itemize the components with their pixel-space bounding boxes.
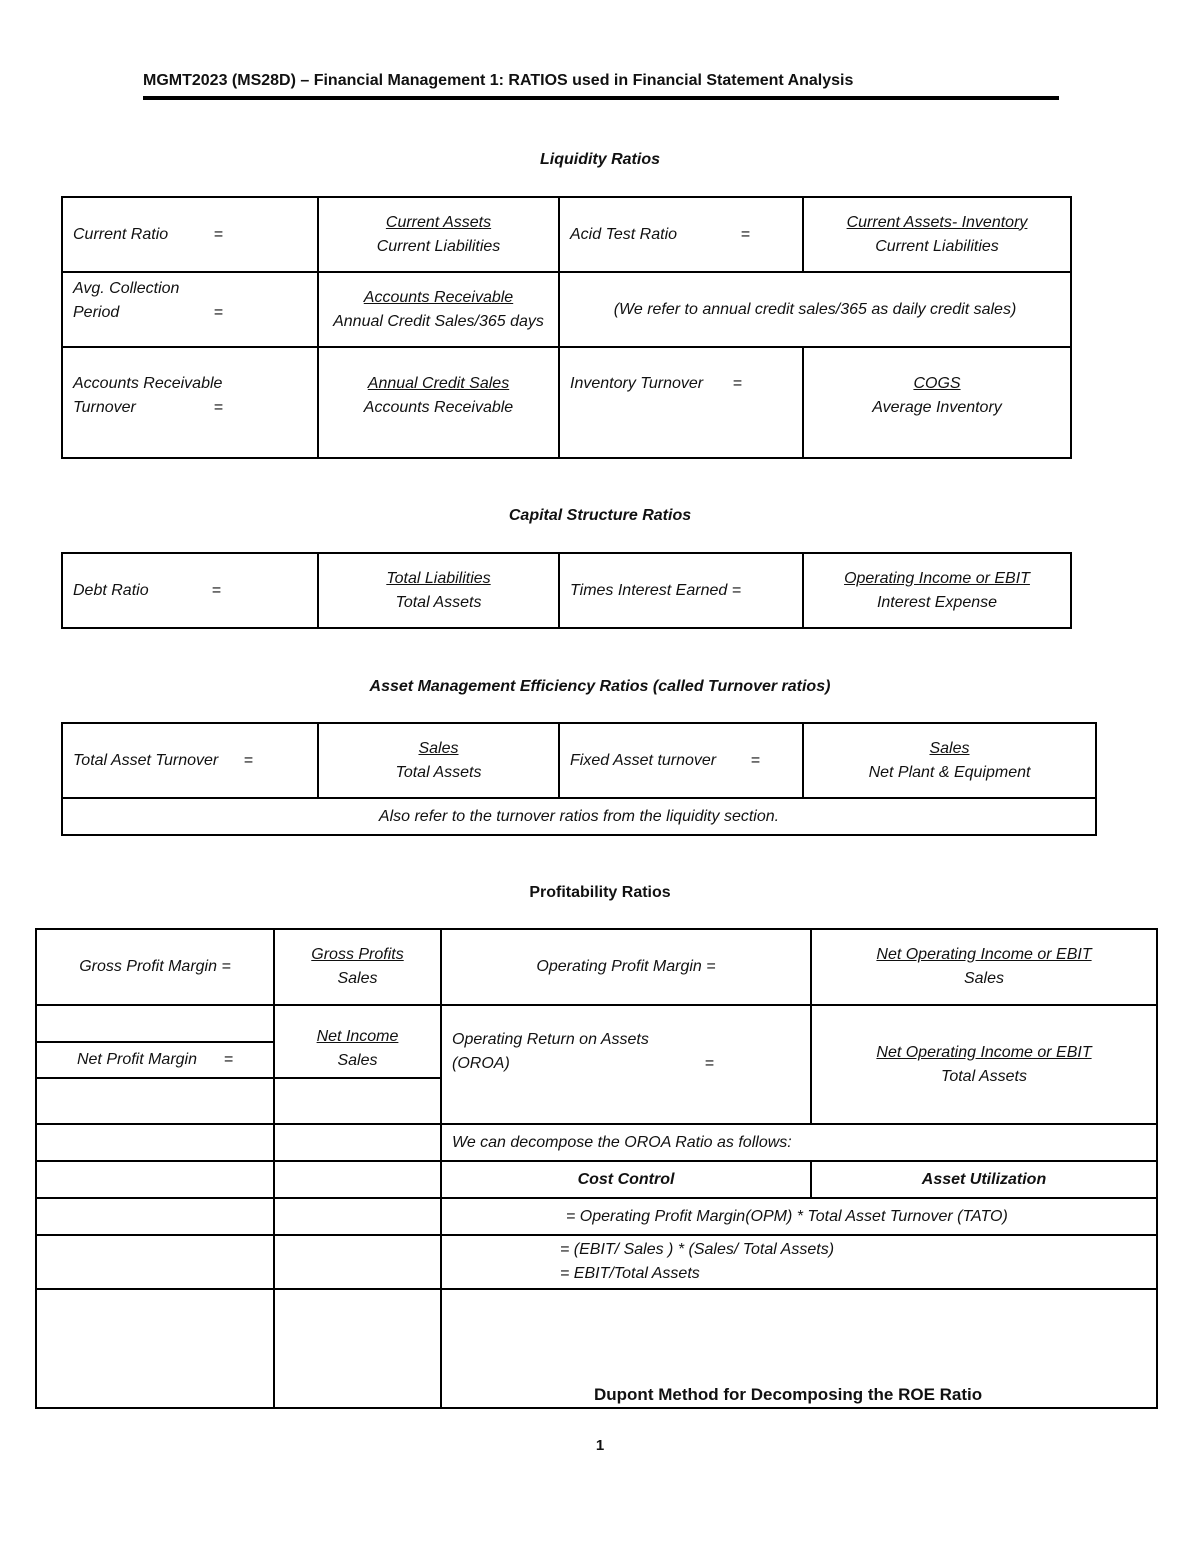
capital-structure-table bbox=[61, 552, 1072, 629]
ar-turnover-label-line1: Accounts Receivable bbox=[73, 375, 223, 392]
debt-ratio-label: Debt Ratio bbox=[73, 581, 149, 599]
oroa-label-line1: Operating Return on Assets bbox=[452, 1031, 649, 1048]
gpm-label: Gross Profit Margin bbox=[79, 958, 217, 975]
asset-management-table bbox=[61, 722, 1097, 836]
tato-denominator: Total Assets bbox=[395, 763, 482, 781]
asset-utilization-header: Asset Utilization bbox=[811, 1161, 1157, 1198]
avg-collection-label-line2: Period bbox=[73, 304, 120, 321]
fato-label-cell bbox=[559, 723, 803, 798]
dupont-cell bbox=[441, 1289, 1157, 1408]
acid-test-numerator: Current Assets- Inventory bbox=[846, 213, 1028, 231]
table-row bbox=[36, 929, 1157, 1005]
asset-management-note: Also refer to the turnover ratios from the liquidity section. bbox=[62, 798, 1096, 835]
current-ratio-numerator: Current Assets bbox=[385, 213, 492, 231]
header-divider bbox=[143, 96, 1059, 100]
table-row bbox=[62, 272, 1071, 347]
equals-sign: = bbox=[213, 225, 223, 243]
table-row bbox=[36, 1124, 1157, 1161]
npm-label-cell bbox=[36, 1042, 274, 1078]
current-ratio-denominator: Current Liabilities bbox=[376, 237, 501, 255]
empty-cell bbox=[36, 1161, 274, 1198]
opm-denominator: Sales bbox=[963, 970, 1005, 987]
avg-collection-denominator: Annual Credit Sales/365 days bbox=[333, 312, 544, 330]
equals-sign: = bbox=[704, 1055, 714, 1072]
tie-numerator: Operating Income or EBIT bbox=[844, 569, 1030, 587]
table-row bbox=[36, 1289, 1157, 1408]
table-row bbox=[36, 1005, 1157, 1042]
decompose-text: We can decompose the OROA Ratio as follows: bbox=[441, 1124, 1157, 1161]
oroa-numerator: Net Operating Income or EBIT bbox=[876, 1043, 1092, 1061]
avg-collection-label-line1: Avg. Collection bbox=[73, 280, 180, 297]
dupont-heading: Dupont Method for Decomposing the ROE Ratio bbox=[594, 1385, 983, 1404]
debt-ratio-formula bbox=[318, 553, 559, 628]
oroa-label-line2: (OROA) bbox=[452, 1055, 510, 1072]
inv-turnover-label-cell bbox=[559, 347, 803, 458]
cost-control-header: Cost Control bbox=[441, 1161, 811, 1198]
empty-cell bbox=[36, 1289, 274, 1408]
formula-opm-tato: = Operating Profit Margin(OPM) * Total Asset Turnover (TATO) bbox=[566, 1207, 1008, 1225]
oroa-denominator: Total Assets bbox=[941, 1067, 1027, 1085]
gpm-label-cell bbox=[36, 929, 274, 1005]
fato-label: Fixed Asset turnover bbox=[570, 751, 717, 769]
acid-test-denominator: Current Liabilities bbox=[875, 237, 999, 255]
acid-test-formula bbox=[803, 197, 1071, 272]
ar-turnover-numerator: Annual Credit Sales bbox=[367, 375, 510, 392]
inv-turnover-label: Inventory Turnover bbox=[570, 375, 704, 392]
debt-ratio-label-cell bbox=[62, 553, 318, 628]
table-row bbox=[36, 1235, 1157, 1289]
equals-sign: = bbox=[213, 304, 223, 321]
tato-label-cell bbox=[62, 723, 318, 798]
tato-numerator: Sales bbox=[418, 739, 459, 757]
npm-label: Net Profit Margin bbox=[76, 1051, 198, 1068]
npm-formula bbox=[274, 1005, 441, 1078]
empty-cell bbox=[36, 1005, 274, 1042]
empty-cell bbox=[274, 1124, 441, 1161]
liquidity-table bbox=[61, 196, 1072, 459]
inv-turnover-denominator: Average Inventory bbox=[872, 399, 1002, 416]
table-row bbox=[36, 1161, 1157, 1198]
opm-label-cell bbox=[441, 929, 811, 1005]
opm-formula bbox=[811, 929, 1157, 1005]
ar-turnover-formula bbox=[318, 347, 559, 458]
empty-cell bbox=[36, 1078, 274, 1124]
table-row bbox=[62, 723, 1096, 798]
profitability-title: Profitability Ratios bbox=[529, 884, 671, 901]
empty-cell bbox=[274, 1161, 441, 1198]
equals-sign: = bbox=[740, 225, 750, 243]
ar-turnover-label-line2: Turnover bbox=[73, 399, 136, 416]
gpm-denominator: Sales bbox=[337, 970, 378, 987]
table-row bbox=[62, 347, 1071, 458]
npm-numerator: Net Income bbox=[316, 1028, 399, 1045]
fato-formula bbox=[803, 723, 1096, 798]
equals-sign: = bbox=[243, 751, 253, 769]
oroa-expanded-formula bbox=[441, 1235, 1157, 1289]
empty-cell bbox=[274, 1289, 441, 1408]
profitability-table bbox=[35, 928, 1158, 1409]
oroa-decomposition-formula bbox=[441, 1198, 1157, 1235]
empty-cell bbox=[36, 1235, 274, 1289]
empty-cell bbox=[36, 1198, 274, 1235]
fato-denominator: Net Plant & Equipment bbox=[868, 763, 1031, 781]
empty-cell bbox=[36, 1124, 274, 1161]
formula-ebit-total-assets: = EBIT/Total Assets bbox=[560, 1265, 700, 1282]
capital-structure-title: Capital Structure Ratios bbox=[508, 507, 692, 524]
oroa-label-cell bbox=[441, 1005, 811, 1124]
acid-test-label: Acid Test Ratio bbox=[570, 225, 678, 243]
debt-ratio-numerator: Total Liabilities bbox=[386, 569, 491, 587]
table-row bbox=[62, 798, 1096, 835]
gpm-numerator: Gross Profits bbox=[311, 946, 404, 963]
tie-label: Times Interest Earned = bbox=[570, 581, 742, 599]
tie-label-cell bbox=[559, 553, 803, 628]
inv-turnover-formula bbox=[803, 347, 1071, 458]
equals-sign: = bbox=[732, 375, 742, 392]
table-row bbox=[62, 197, 1071, 272]
empty-cell bbox=[274, 1235, 441, 1289]
asset-management-title: Asset Management Efficiency Ratios (called Turnover ratios) bbox=[369, 678, 831, 695]
table-row bbox=[36, 1198, 1157, 1235]
equals-sign: = bbox=[213, 399, 223, 416]
current-ratio-label: Current Ratio bbox=[73, 225, 169, 243]
ar-turnover-label-cell bbox=[62, 347, 318, 458]
avg-collection-formula bbox=[318, 272, 559, 347]
debt-ratio-denominator: Total Assets bbox=[395, 593, 482, 611]
fato-numerator: Sales bbox=[929, 739, 970, 757]
table-row bbox=[62, 553, 1071, 628]
ar-turnover-denominator: Accounts Receivable bbox=[363, 399, 514, 416]
equals-sign: = bbox=[223, 1051, 234, 1068]
opm-numerator: Net Operating Income or EBIT bbox=[876, 946, 1092, 963]
equals-sign: = bbox=[221, 958, 231, 975]
empty-cell bbox=[274, 1078, 441, 1124]
opm-label: Operating Profit Margin = bbox=[536, 958, 716, 975]
npm-denominator: Sales bbox=[337, 1052, 378, 1069]
avg-collection-numerator: Accounts Receivable bbox=[363, 288, 514, 306]
avg-collection-label-cell bbox=[62, 272, 318, 347]
oroa-formula bbox=[811, 1005, 1157, 1124]
liquidity-title: Liquidity Ratios bbox=[540, 151, 660, 168]
acid-test-label-cell bbox=[559, 197, 803, 272]
current-ratio-label-cell bbox=[62, 197, 318, 272]
avg-collection-note: (We refer to annual credit sales/365 as daily credit sales) bbox=[559, 272, 1071, 347]
tato-label: Total Asset Turnover bbox=[73, 751, 219, 769]
inv-turnover-numerator: COGS bbox=[913, 375, 961, 392]
gpm-formula bbox=[274, 929, 441, 1005]
formula-ebit-sales: = (EBIT/ Sales ) * (Sales/ Total Assets) bbox=[560, 1241, 835, 1258]
tato-formula bbox=[318, 723, 559, 798]
equals-sign: = bbox=[211, 581, 221, 599]
current-ratio-formula bbox=[318, 197, 559, 272]
tie-formula bbox=[803, 553, 1071, 628]
page-number: 1 bbox=[595, 1437, 605, 1454]
page-header-title: MGMT2023 (MS28D) – Financial Management 1: RATIOS used in Financial Statement Analysis bbox=[143, 72, 854, 89]
empty-cell bbox=[274, 1198, 441, 1235]
tie-denominator: Interest Expense bbox=[876, 593, 998, 611]
equals-sign: = bbox=[750, 751, 760, 769]
